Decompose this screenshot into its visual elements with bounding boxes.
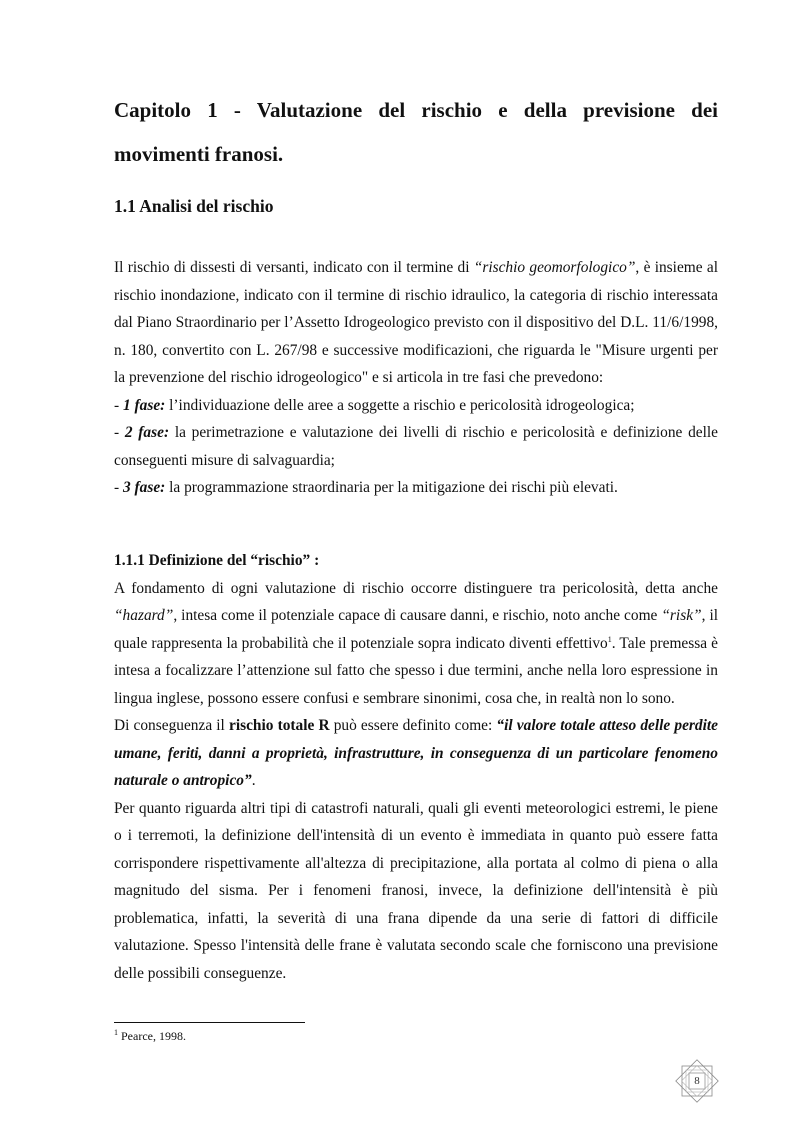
phase-item [114, 419, 718, 474]
footnote-ref[interactable]: 1 [607, 634, 612, 644]
phase-text: la perimetrazione e valutazione dei livelli di rischio e pericolosità e definizione delle conseguenti misure di salvaguardia; [114, 424, 718, 469]
bold-term: rischio totale R [228, 717, 330, 734]
text-run: Il rischio di dissesti di versanti, indicato con il termine di [114, 259, 474, 276]
intensity-paragraph: Per quanto riguarda altri tipi di catastrofi naturali, quali gli eventi meteorologici estremi, le piene o i terremoti, la definizione dell'intensità di un evento è immediata in quanto può essere fatta corrispondere rispettivamente all'altezza di precipitazione, alla portata al colmo di piena o alla magnitudo del sisma. Per i fenomeni franosi, invece, la definizione dell'intensità è più problematica, infatti, la severità di una frana dipende da una serie di fattori di difficile valutazione. Spesso l'intensità delle frane è valutata secondo scale che forniscono una previsione delle possibili conseguenze. [114, 799, 718, 982]
text-run: , è insieme al rischio inondazione, indicato con il termine di rischio idraulico, la categoria di rischio interessata dal Piano Straordinario per l’Assetto Idrogeologico previsto con il dispositivo del D.L. 11/6/1998, n. 180, convertito con L. 267/98 e successive modificazioni, che riguarda le "Misure urgenti per la prevenzione del rischio idrogeologico" e si articola in tre fasi che prevedono: [114, 259, 718, 386]
definition-paragraph [114, 575, 718, 713]
phase-label: 3 fase: [122, 479, 166, 496]
text-run: A fondamento di ogni valutazione di rischio occorre distinguere tra pericolosità, detta anche [114, 579, 718, 597]
phase-text: l’individuazione delle aree a soggette a rischio e pericolosità idrogeologica; [165, 396, 635, 414]
footnote-text: Pearce, 1998. [118, 1029, 186, 1043]
text-run: , intesa come il potenziale capace di causare danni, e rischio, noto anche come [173, 607, 662, 624]
list-dash: - [114, 396, 123, 414]
list-dash: - [114, 479, 123, 496]
list-dash: - [114, 424, 125, 441]
phase-item [114, 392, 718, 420]
footnote [114, 1029, 186, 1044]
phase-item [114, 474, 718, 502]
section-title: 1.1 Analisi del rischio [114, 196, 274, 216]
page-number-badge [674, 1058, 720, 1104]
subsection-block [114, 547, 718, 987]
risk-paragraph [114, 712, 718, 795]
page-number: 8 [694, 1075, 700, 1087]
footnote-number: 1 [114, 1028, 118, 1037]
text-run: . Tale premessa è intesa a focalizzare l’attenzione sul fatto che spesso i due termini, anche nella loro espressione in lingua inglese, possono essere confusi e sembrare sinonimi, cosa che, in realtà non lo sono. [114, 634, 718, 707]
phase-label: 1 fase: [122, 396, 166, 414]
emphasis-term: “rischio geomorfologico” [473, 259, 636, 276]
text-run: Di conseguenza il [114, 717, 229, 734]
phase-text: la programmazione straordinaria per la mitigazione dei rischi più elevati. [165, 479, 618, 496]
intro-paragraph [114, 254, 718, 392]
emphasis-term: “hazard” [114, 607, 174, 624]
risk-definition-quote: “il valore totale atteso delle perdite umane, feriti, danni a proprietà, infrastrutture, in conseguenza di un particolare fenomeno naturale o antropico” [114, 717, 718, 789]
text-run: , il quale rappresenta la probabilità che il potenziale sopra indicato diventi effettivo [114, 607, 718, 652]
text-run: . [251, 772, 256, 789]
emphasis-term: “risk” [661, 607, 702, 624]
text-run: può essere definito come: [329, 717, 497, 734]
chapter-title: Capitolo 1 - Valutazione del rischio e della previsione dei movimenti franosi. [114, 98, 718, 166]
phase-label: 2 fase: [124, 424, 170, 441]
subsection-title: 1.1.1 Definizione del “rischio” : [114, 552, 320, 569]
footnote-divider [114, 1022, 305, 1023]
intro-block [114, 254, 718, 502]
